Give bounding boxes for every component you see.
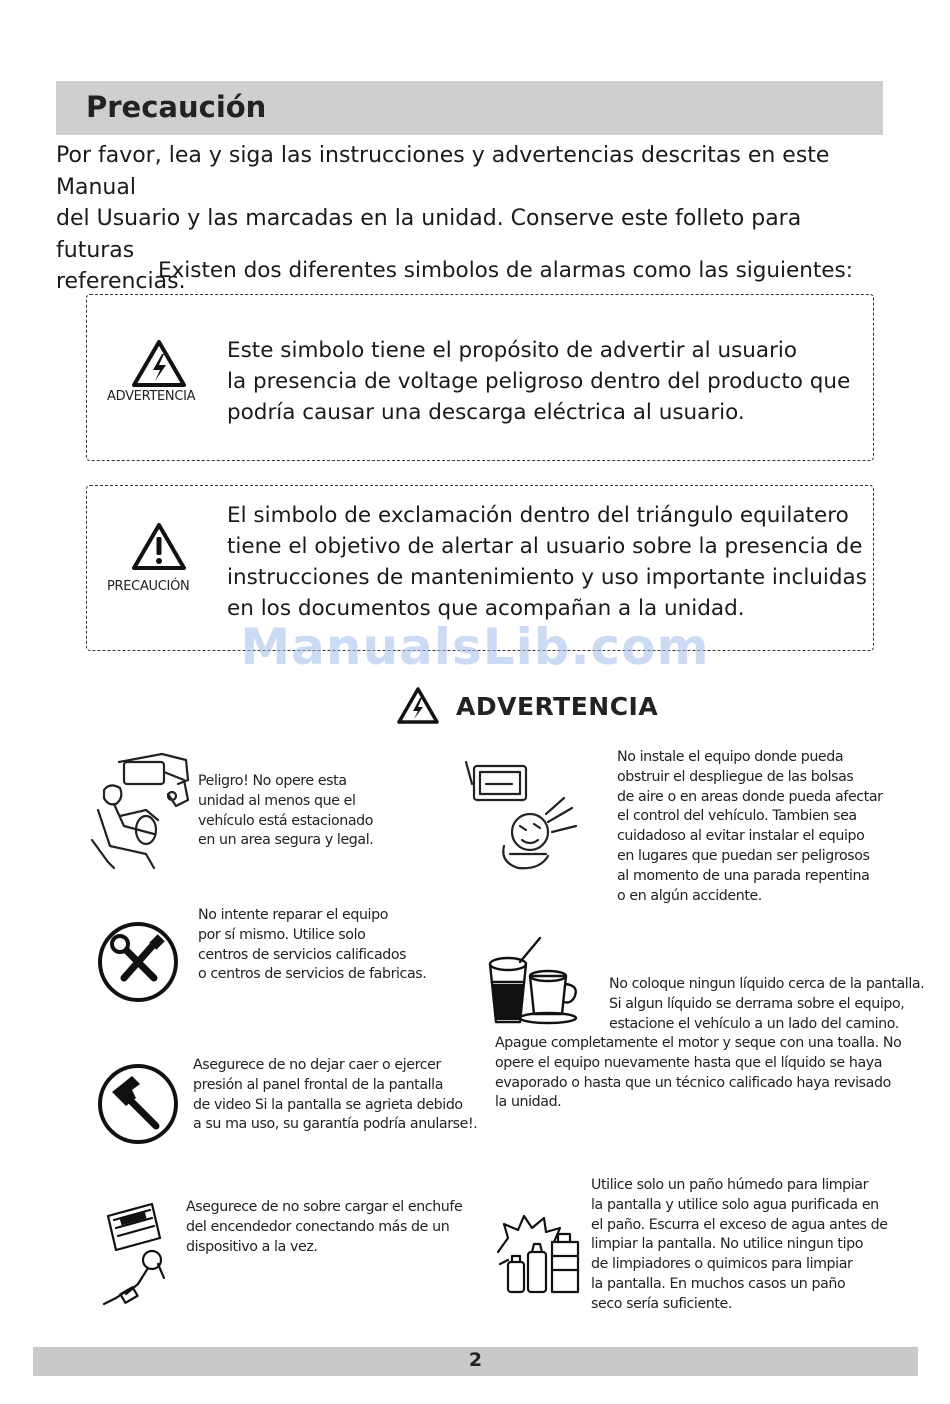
note-line: presión al panel frontal de la pantalla [193, 1076, 443, 1093]
intro-line: Por favor, lea y siga las instrucciones y advertencias descritas en este Manual [56, 143, 830, 200]
symbol-description [227, 335, 850, 428]
note-line: No intente reparar el equipo [198, 907, 388, 923]
driving-illustration [84, 750, 194, 870]
note-repair [198, 906, 426, 985]
note-cleaning [591, 1176, 888, 1315]
note-line: No instale el equipo donde pueda [617, 749, 844, 765]
symbol-description [227, 500, 867, 624]
note-line: al momento de una parada repentina [617, 867, 870, 884]
airbag-illustration [460, 758, 580, 873]
footer-bar [33, 1347, 918, 1376]
note-line: limpiar la pantalla. No utilice ningun tipo [591, 1236, 864, 1253]
note-line: Peligro! No opere esta [198, 773, 347, 789]
note-line: obstruir el despliegue de las bolsas [617, 768, 854, 785]
section-title: Precaución [86, 90, 267, 124]
note-line: Apague completamente el motor y seque con una toalla. No [495, 1035, 902, 1051]
note-liquid-bottom [495, 1034, 901, 1113]
note-line: evaporado o hasta que un técnico calificado haya revisado [495, 1074, 891, 1091]
exclamation-triangle-icon [131, 522, 187, 572]
warning-heading-text: ADVERTENCIA [456, 691, 659, 721]
section-header-bar [56, 81, 883, 135]
note-line: la unidad. [495, 1094, 562, 1111]
note-line: unidad al menos que el [198, 792, 356, 809]
note-line: No coloque ningun líquido cerca de la pantalla. [609, 976, 925, 992]
note-line: Asegurece de no sobre cargar el enchufe [186, 1199, 463, 1215]
lightning-triangle-icon [396, 686, 440, 726]
note-line: en un area segura y legal. [198, 832, 374, 849]
note-line: la pantalla. En muchos casos un paño [591, 1275, 846, 1292]
intro-line: del Usuario y las marcadas en la unidad. Conserve este folleto para futuras [56, 206, 802, 263]
symbols-intro-text: Existen dos diferentes simbolos de alarmas como las siguientes: [158, 258, 853, 283]
note-line: centros de servicios calificados [198, 946, 407, 963]
symbol-line: tiene el objetivo de alertar al usuario sobre la presencia de [227, 534, 863, 559]
lightning-triangle-icon [131, 339, 187, 389]
note-line: vehículo está estacionado [198, 812, 374, 829]
note-driving [198, 772, 373, 851]
note-line: por sí mismo. Utilice solo [198, 926, 366, 943]
note-line: de limpiadores o quimicos para limpiar [591, 1256, 853, 1273]
symbol-line: instrucciones de mantenimiento y uso importante incluidas [227, 565, 867, 590]
note-line: o centros de servicios de fabricas. [198, 966, 427, 983]
symbol-line: la presencia de voltage peligroso dentro del producto que [227, 369, 851, 394]
note-line: cuidadoso al evitar instalar el equipo [617, 828, 865, 845]
drinks-illustration [486, 936, 586, 1028]
symbol-line: podría causar una descarga eléctrica al usuario. [227, 400, 745, 425]
note-liquid-top [609, 975, 924, 1034]
plug-illustration [98, 1198, 178, 1310]
note-line: en lugares que puedan ser peligrosos [617, 847, 870, 864]
cleaners-illustration [494, 1212, 590, 1298]
note-line: a su ma uso, su garantía podría anularse!. [193, 1116, 478, 1133]
symbol-line: en los documentos que acompañan a la unidad. [227, 596, 745, 621]
tools-illustration [96, 920, 180, 1004]
note-line: la pantalla y utilice solo agua purificada en [591, 1196, 879, 1213]
note-line: Si algun líquido se derrama sobre el equipo, [609, 995, 905, 1012]
note-plug [186, 1198, 462, 1257]
symbol-caption: PRECAUCIÓN [107, 579, 190, 594]
warning-heading [396, 686, 658, 726]
note-line: de video Si la pantalla se agrieta debido [193, 1096, 463, 1113]
note-line: el paño. Escurra el exceso de agua antes de [591, 1216, 888, 1233]
symbol-line: Este simbolo tiene el propósito de advertir al usuario [227, 338, 798, 363]
note-line: Utilice solo un paño húmedo para limpiar [591, 1177, 869, 1193]
note-line: de aire o en areas donde pueda afectar [617, 788, 883, 805]
note-line: o en algún accidente. [617, 887, 762, 904]
note-impact [193, 1056, 477, 1135]
note-line: estacione el vehículo a un lado del camino. [609, 1015, 899, 1032]
intro-line: referencias. [56, 269, 186, 294]
hammer-illustration [96, 1062, 180, 1146]
note-line: opere el equipo nuevamente hasta que el líquido se haya [495, 1054, 883, 1071]
note-airbag [617, 748, 883, 906]
symbol-box-advertencia [86, 294, 874, 461]
note-line: del encendedor conectando más de un [186, 1218, 450, 1235]
note-line: seco sería suficiente. [591, 1295, 732, 1312]
watermark: ManualsLib.com [240, 618, 710, 676]
note-line: Asegurece de no dejar caer o ejercer [193, 1057, 441, 1073]
note-line: el control del vehículo. Tambien sea [617, 808, 857, 825]
symbol-caption: ADVERTENCIA [107, 389, 196, 404]
note-line: dispositivo a la vez. [186, 1238, 318, 1255]
symbol-line: El simbolo de exclamación dentro del triángulo equilatero [227, 503, 849, 528]
page-number: 2 [468, 1349, 483, 1371]
